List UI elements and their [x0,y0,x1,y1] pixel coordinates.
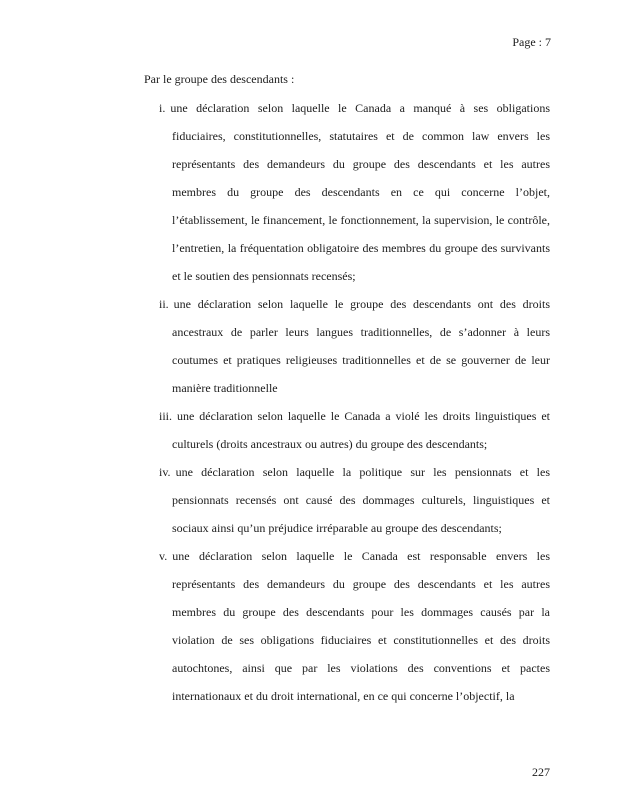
list-item-text: une déclaration selon laquelle la politique sur les pensionnats et les pensionnats recensés ont causé des dommages culturels, linguistiques et sociaux ainsi qu’un préjudice irréparable au groupe des descendants; [172,465,550,535]
page-header-label: Page : 7 [512,35,551,49]
list-item [159,402,550,458]
list-item [159,542,550,710]
list-item-marker: iii. [159,409,173,423]
list-item-marker: iv. [159,465,171,479]
list-item-text: une déclaration selon laquelle le Canada a manqué à ses obligations fiduciaires, constitutionnelles, statutaires et de common law envers les représentants des demandeurs du groupe des descendants et les autres membres du groupe des descendants en ce qui concerne l’objet, l’établissement, le financement, le fonctionnement, la supervision, le contrôle, l’entretien, la fréquentation obligatoire des membres du groupe des survivants et le soutien des pensionnats recensés; [170,101,550,283]
list-item [159,458,550,542]
list-item-text: une déclaration selon laquelle le groupe des descendants ont des droits ancestraux de parler leurs langues traditionnelles, de s’adonner à leurs coutumes et pratiques religieuses traditionnelles et de se gouverner de leur manière traditionnelle [172,297,550,395]
declaration-list [159,94,550,710]
list-item-marker: i. [159,101,166,115]
list-item-text: une déclaration selon laquelle le Canada a violé les droits linguistiques et culturels (droits ancestraux ou autres) du groupe des descendants; [172,409,550,451]
list-item-marker: v. [159,549,168,563]
list-item-text: une déclaration selon laquelle le Canada est responsable envers les représentants des demandeurs du groupe des descendants et les autres membres du groupe des descendants pour les dommages causés par la violation de ses obligations fiduciaires et constitutionnelles et des droits autochtones, ainsi que par les violations des conventions et pactes internationaux et du droit international, en ce qui concerne l’objectif, la [172,549,550,703]
list-item [159,94,550,290]
list-item [159,290,550,402]
page-number: 227 [532,765,550,779]
list-item-marker: ii. [159,297,169,311]
section-heading: Par le groupe des descendants : [144,72,295,86]
